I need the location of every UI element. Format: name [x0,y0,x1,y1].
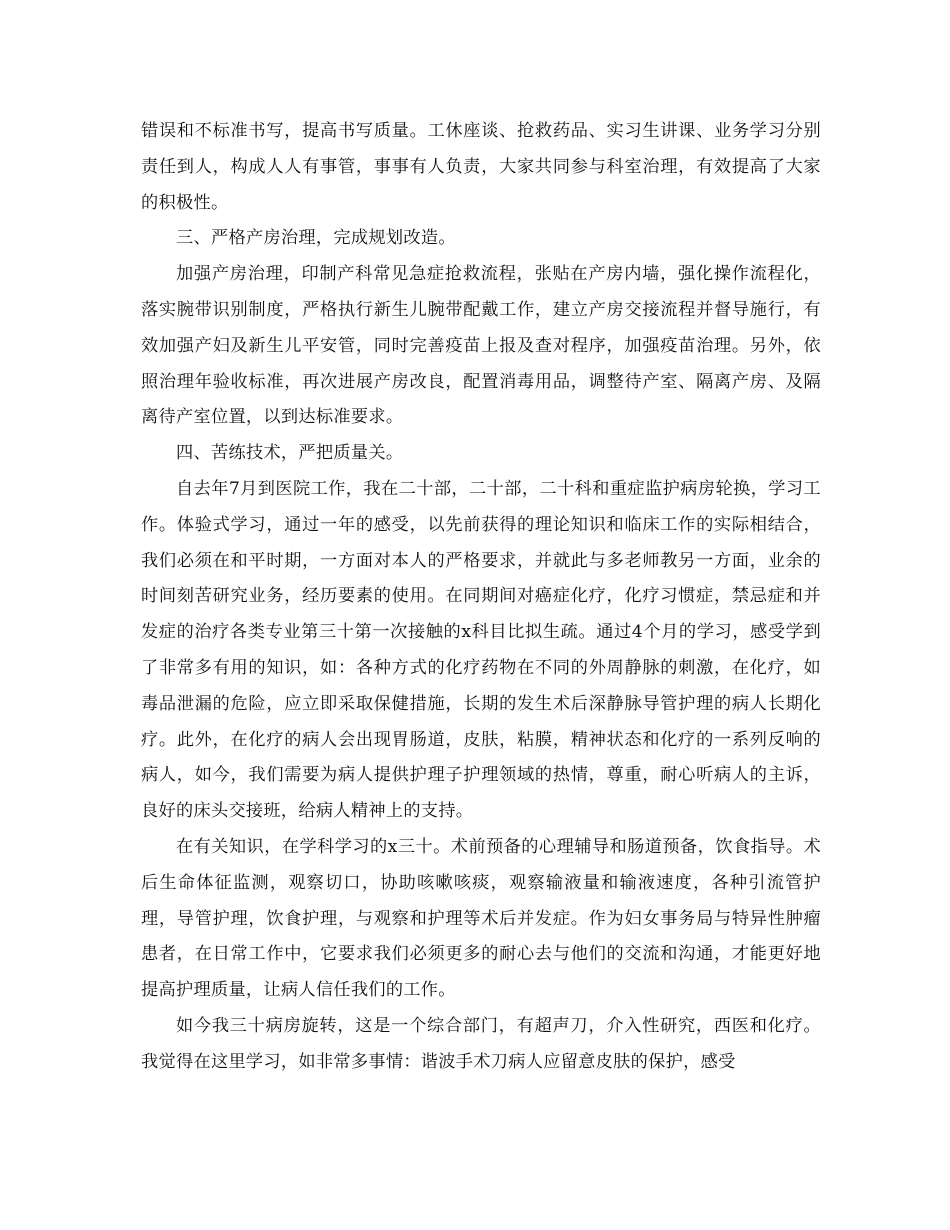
paragraph-rotation: 如今我三十病房旋转，这是一个综合部门，有超声刀，介入性研究，西医和化疗。我觉得在这里学习，如非常多事情：谐波手术刀病人应留意皮肤的保护，感受 [141,1015,821,1072]
section-heading-four: 四、苦练技术，严把质量关。 [176,443,404,464]
section-heading-three: 三、严格产房治理，完成规划改造。 [176,228,456,249]
paragraph-delivery-room: 加强产房治理，印制产科常见急症抢救流程，张贴在产房内墙，强化操作流程化，落实腕带识别制度，严格执行新生儿腕带配戴工作，建立产房交接流程并督导施行，有效加强产妇及新生儿平安管，同时完善疫苗上报及查对程序，加强疫苗治理。另外，依照治理年验收标准，再次进展产房改良，配置消毒用品，调整待产室、隔离产房、及隔离待产室位置，以到达标准要求。 [141,264,821,428]
paragraph-continuation: 错误和不标准书写，提高书写质量。工休座谈、抢救药品、实习生讲课、业务学习分别责任到人，构成人人有事管，事事有人负责，大家共同参与科室治理，有效提高了大家的积极性。 [141,121,821,213]
paragraph-training: 自去年7月到医院工作，我在二十部，二十部，二十科和重症监护病房轮换，学习工作。体验式学习，通过一年的感受，以先前获得的理论知识和临床工作的实际相结合，我们必须在和平时期，一方面对本人的严格要求，并就此与多老师教另一方面，业余的时间刻苦研究业务，经历要素的使用。在同期间对癌症化疗，化疗习惯症，禁忌症和并发症的治疗各类专业第三十第一次接触的x科目比拟生疏。通过4个月的学习，感受学到了非常多有用的知识，如：各种方式的化疗药物在不同的外周静脉的刺激，在化疗，如毒品泄漏的危险，应立即采取保健措施，长期的发生术后深静脉导管护理的病人长期化疗。此外，在化疗的病人会出现胃肠道，皮肤，粘膜，精神状态和化疗的一系列反响的病人，如今，我们需要为病人提供护理子护理领域的热情，尊重，耐心听病人的主诉，良好的床头交接班，给病人精神上的支持。 [141,478,821,822]
paragraph-knowledge: 在有关知识，在学科学习的x三十。术前预备的心理辅导和肠道预备，饮食指导。术后生命体征监测，观察切口，协助咳嗽咳痰，观察输液量和输液速度，各种引流管护理，导管护理，饮食护理，与观察和护理等术后并发症。作为妇女事务局与特异性肿瘤患者，在日常工作中，它要求我们必须更多的耐心去与他们的交流和沟通，才能更好地提高护理质量，让病人信任我们的工作。 [141,836,821,1001]
document-body [141,114,821,1081]
